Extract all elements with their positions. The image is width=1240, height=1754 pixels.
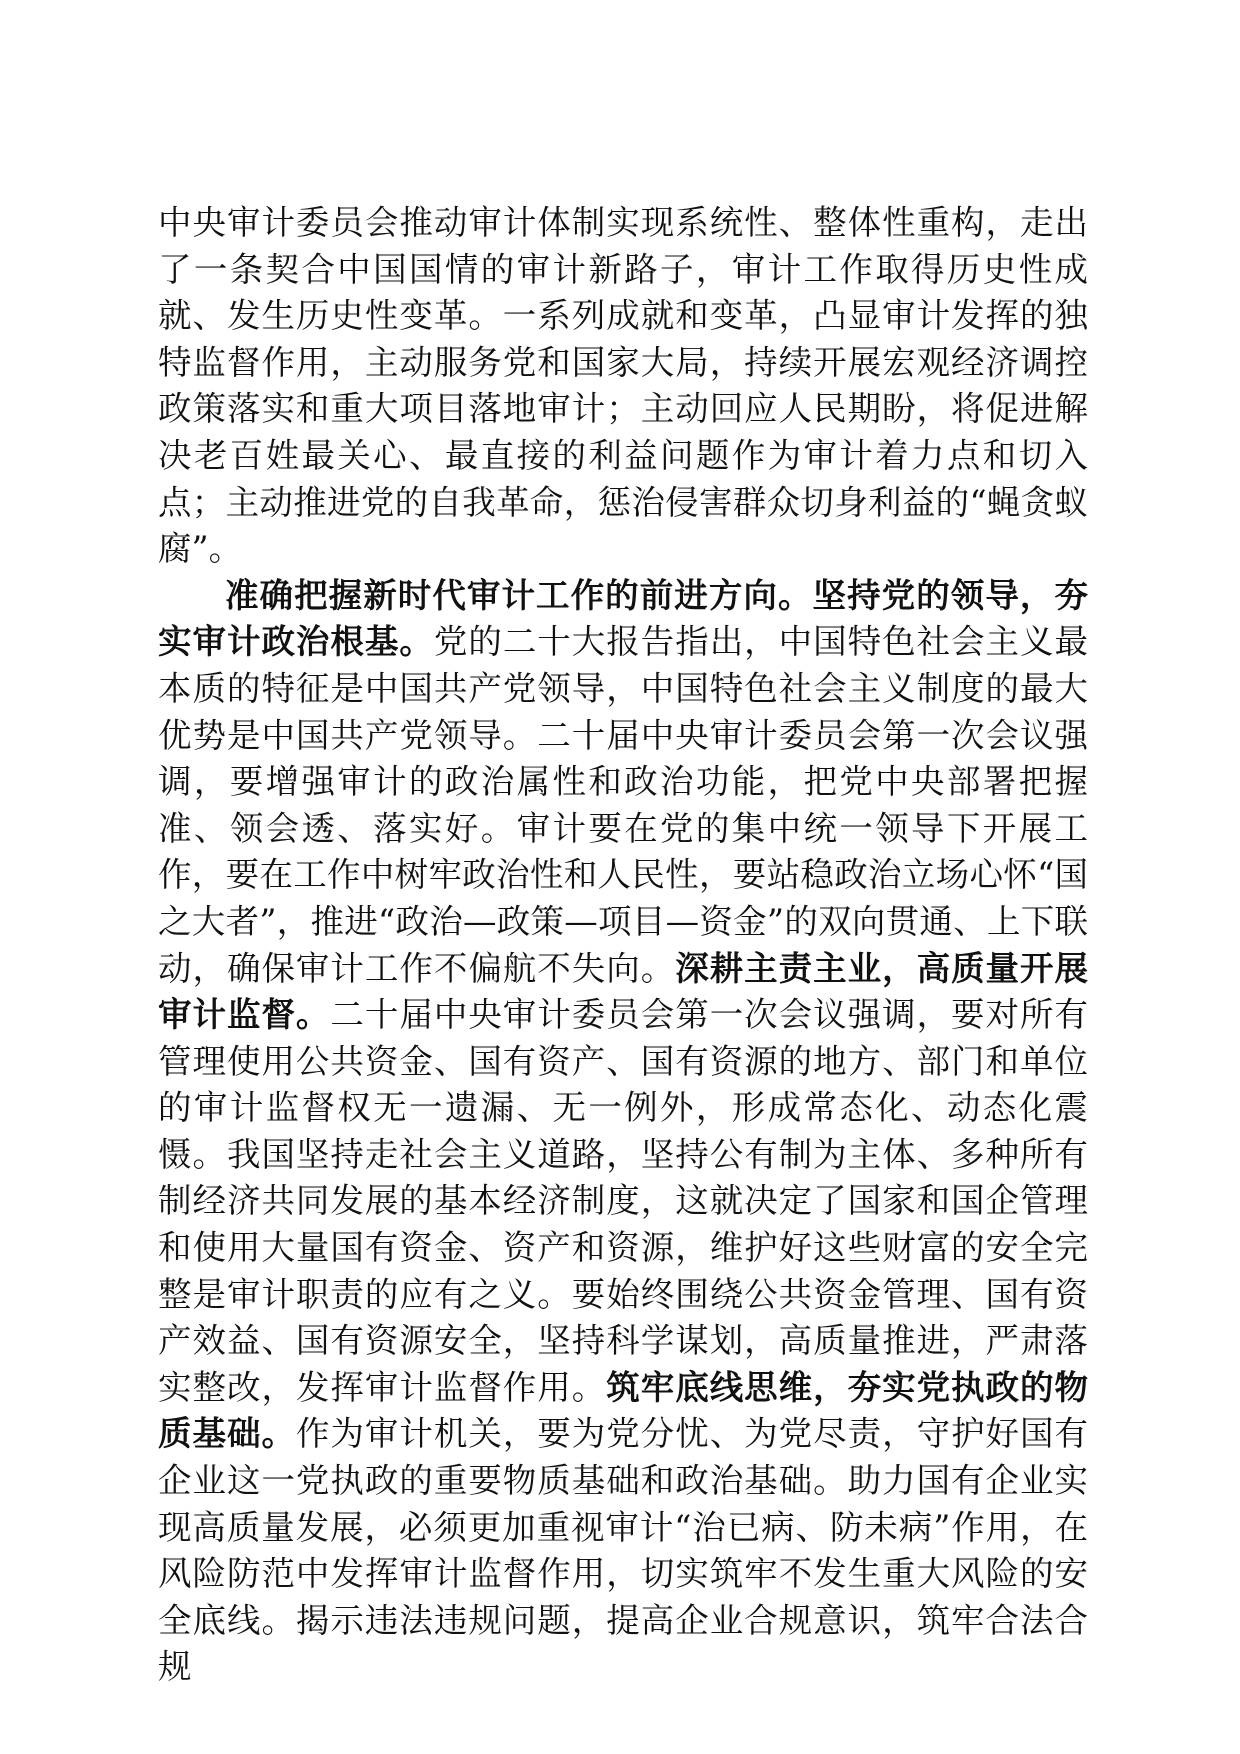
paragraph-1 [158, 200, 1088, 573]
document-body [158, 200, 1088, 1691]
heading-direction-leadership: 准确把握新时代审计工作的前进方向。坚持党的领导，夯实审计政治根基。 [158, 575, 1088, 662]
paragraph-2 [158, 573, 1088, 1691]
paragraph-1-text: 中央审计委员会推动审计体制实现系统性、整体性重构，走出了一条契合中国国情的审计新路子，审计工作取得历史性成就、发生历史性变革。一系列成就和变革，凸显审计发挥的独特监督作用，主动服务党和国家大局，持续开展宏观经济调控政策落实和重大项目落地审计；主动回应人民期盼，将促进解决老百姓最关心、最直接的利益问题作为审计着力点和切入点；主动推进党的自我革命，惩治侵害群众切身利益的“蝇贪蚁腐”。 [158, 203, 1088, 569]
paragraph-2-text-1: 党的二十大报告指出，中国特色社会主义最本质的特征是中国共产党领导，中国特色社会主义制度的最大优势是中国共产党领导。二十届中央审计委员会第一次会议强调，要增强审计的政治属性和政治功能，把党中央部署把握准、领会透、落实好。审计要在党的集中统一领导下开展工作，要在工作中树牢政治性和人民性，要站稳政治立场心怀“国之大者”，推进“政治—政策—项目—资金”的双向贯通、上下联动，确保审计工作不偏航不失向。 [158, 622, 1089, 988]
paragraph-2-text-2: 二十届中央审计委员会第一次会议强调，要对所有管理使用公共资金、国有资产、国有资源的地方、部门和单位的审计监督权无一遗漏、无一例外，形成常态化、动态化震慑。我国坚持走社会主义道路，坚持公有制为主体、多种所有制经济共同发展的基本经济制度，这就决定了国家和国企管理和使用大量国有资金、资产和资源，维护好这些财富的安全完整是审计职责的应有之义。要始终围绕公共资金管理、国有资产效益、国有资源安全，坚持科学谋划，高质量推进，严肃落实整改，发挥审计监督作用。 [158, 995, 1089, 1407]
paragraph-2-text-3: 作为审计机关，要为党分忧、为党尽责，守护好国有企业这一党执政的重要物质基础和政治基础。助力国有企业实现高质量发展，必须更加重视审计“治已病、防未病”作用，在风险防范中发挥审计监督作用，切实筑牢不发生重大风险的安全底线。揭示违法违规问题，提高企业合规意识，筑牢合法合规 [158, 1414, 1089, 1687]
heading-main-responsibility: 深耕主责主业，高质量开展审计监督。 [158, 948, 1089, 1035]
heading-bottom-line: 筑牢底线思维，夯实党执政的物质基础。 [158, 1367, 1088, 1454]
